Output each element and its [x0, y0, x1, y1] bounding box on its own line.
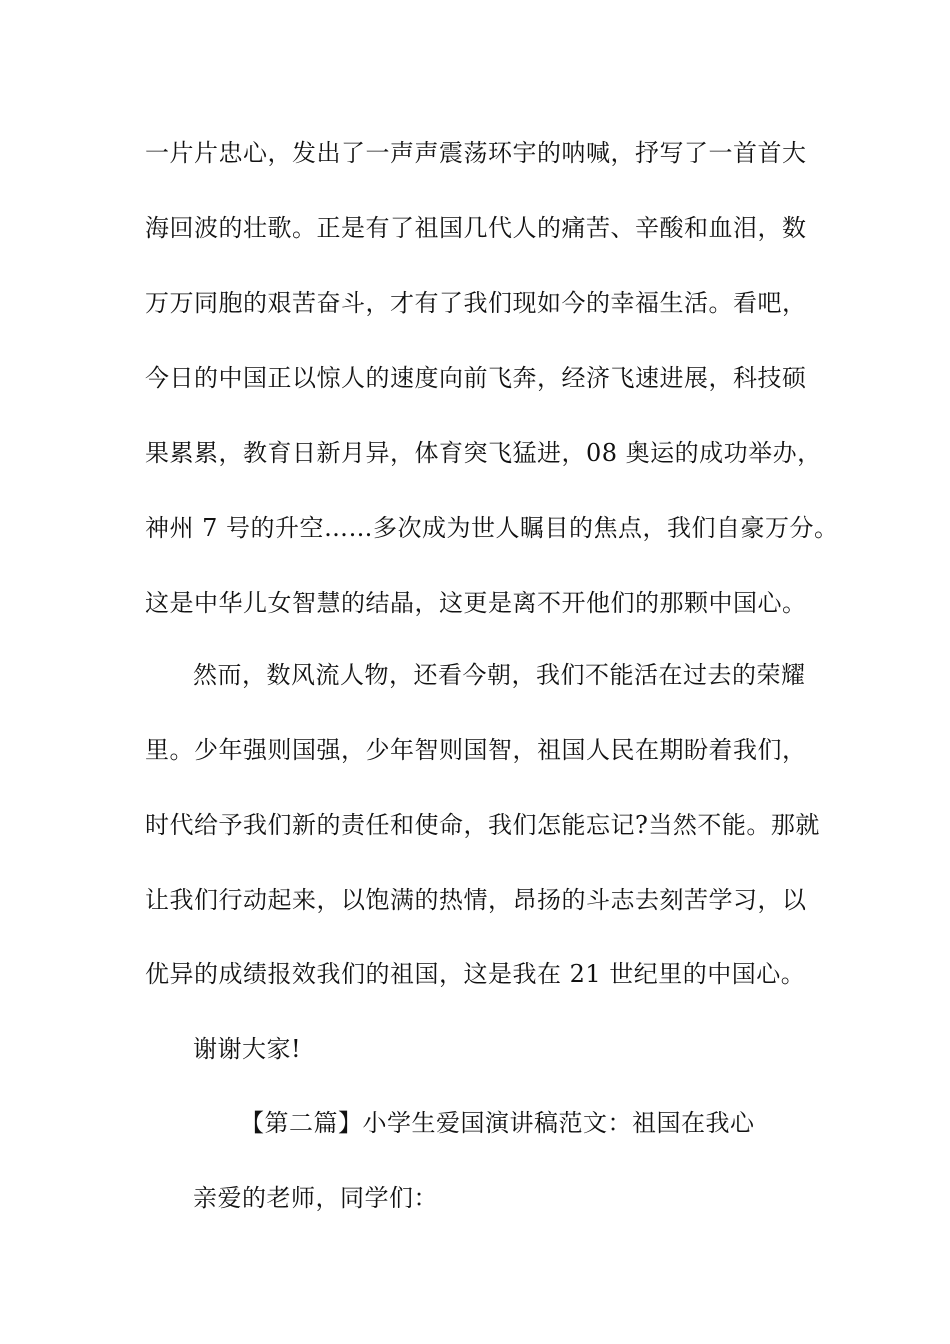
paragraph-line: 里。少年强则国强，少年智则国智，祖国人民在期盼着我们， [145, 736, 807, 764]
paragraph-line: 今日的中国正以惊人的速度向前飞奔，经济飞速进展，科技硕 [145, 364, 807, 392]
paragraph-line: 让我们行动起来，以饱满的热情，昂扬的斗志去刻苦学习，以 [145, 886, 807, 914]
paragraph-line: 时代给予我们新的责任和使命，我们怎能忘记?当然不能。那就 [145, 811, 820, 839]
paragraph-line: 一片片忠心，发出了一声声震荡环宇的呐喊，抒写了一首首大 [145, 139, 807, 167]
paragraph-line: 果累累，教育日新月异，体育突飞猛进，08 奥运的成功举办， [145, 439, 822, 467]
paragraph-line: 优异的成绩报效我们的祖国，这是我在 21 世纪里的中国心。 [145, 960, 806, 988]
paragraph-line: 万万同胞的艰苦奋斗，才有了我们现如今的幸福生活。看吧， [145, 289, 807, 317]
closing-line: 谢谢大家! [193, 1035, 302, 1063]
salutation-line: 亲爱的老师，同学们： [193, 1184, 438, 1212]
paragraph-line: 海回波的壮歌。正是有了祖国几代人的痛苦、辛酸和血泪，数 [145, 214, 807, 242]
paragraph-line: 这是中华儿女智慧的结晶，这更是离不开他们的那颗中国心。 [145, 589, 807, 617]
section-heading: 【第二篇】小学生爱国演讲稿范文：祖国在我心 [240, 1109, 755, 1137]
paragraph-line: 神州 7 号的升空……多次成为世人瞩目的焦点，我们自豪万分。 [145, 514, 839, 542]
paragraph-line: 然而，数风流人物，还看今朝，我们不能活在过去的荣耀 [193, 661, 806, 689]
